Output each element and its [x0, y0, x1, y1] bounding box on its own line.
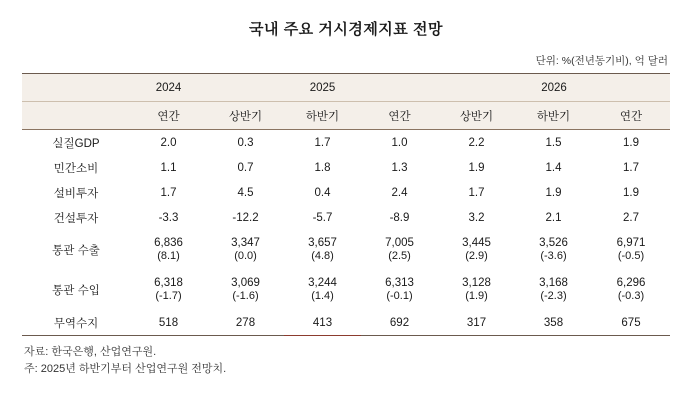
cell-customs-imports-2026-h2 — [515, 270, 592, 310]
table-row — [22, 205, 670, 230]
period-header-2025-h1: 상반기 — [207, 102, 284, 130]
cell-customs-imports-2025-annual — [361, 270, 438, 310]
cell-value: 3,526 — [539, 236, 568, 249]
cell-construction-investment-2024-annual: -3.3 — [158, 211, 179, 224]
table-row — [22, 130, 670, 156]
cell-private-consumption-2025-h1: 0.7 — [237, 161, 254, 174]
cell-customs-exports-2026-h1 — [438, 230, 515, 270]
row-label-private-consumption: 민간소비 — [22, 155, 130, 180]
cell-trade-balance-2025-annual: 692 — [361, 310, 438, 336]
cell-facility-investment-2025-h2: 0.4 — [314, 186, 331, 199]
cell-subvalue: (-0.1) — [386, 290, 413, 303]
cell-real-gdp-2025-annual: 1.0 — [391, 136, 408, 149]
cell-customs-imports-2025-h1 — [207, 270, 284, 310]
cell-private-consumption-2026-h2: 1.4 — [545, 161, 562, 174]
cell-subvalue: (2.9) — [465, 250, 488, 263]
cell-subvalue: (0.0) — [234, 250, 257, 263]
row-label-construction-investment: 건설투자 — [22, 205, 130, 230]
cell-subvalue: (-3.6) — [540, 250, 567, 263]
cell-private-consumption-2024-annual: 1.1 — [160, 161, 177, 174]
cell-value: 6,313 — [385, 276, 414, 289]
cell-facility-investment-2024-annual: 1.7 — [160, 186, 177, 199]
cell-real-gdp-2025-h1: 0.3 — [237, 136, 254, 149]
cell-value: 6,296 — [616, 276, 646, 289]
row-label-customs-exports: 통관 수출 — [22, 230, 130, 270]
row-label-facility-investment: 설비투자 — [22, 180, 130, 205]
table-row — [22, 270, 670, 310]
cell-facility-investment-2025-h1: 4.5 — [237, 186, 254, 199]
cell-construction-investment-2026-h2: 2.1 — [545, 211, 562, 224]
table-body — [22, 130, 670, 336]
cell-real-gdp-2024-annual: 2.0 — [160, 136, 177, 149]
cell-customs-exports-2026-h2 — [515, 230, 592, 270]
cell-customs-exports-2026-annual — [592, 230, 670, 270]
cell-construction-investment-2026-annual: 2.7 — [623, 211, 639, 224]
cell-value: 3,657 — [308, 236, 337, 249]
cell-value: 3,347 — [231, 236, 260, 249]
unit-note: 단위: %(전년동기비), 억 달러 — [535, 55, 668, 67]
cell-subvalue: (-0.3) — [617, 290, 645, 303]
header-row-years — [22, 74, 670, 102]
cell-customs-exports-2025-annual — [361, 230, 438, 270]
cell-value: 3,168 — [539, 276, 568, 289]
cell-subvalue: (4.8) — [311, 250, 334, 263]
cell-construction-investment-2025-annual: -8.9 — [389, 211, 410, 224]
cell-value: 6,836 — [154, 236, 183, 249]
cell-private-consumption-2025-annual: 1.3 — [391, 161, 408, 174]
cell-trade-balance-2024-annual: 518 — [130, 310, 207, 336]
row-label-customs-imports: 통관 수입 — [22, 270, 130, 310]
cell-real-gdp-2026-h2: 1.5 — [545, 136, 562, 149]
cell-private-consumption-2025-h2: 1.8 — [314, 161, 331, 174]
period-header-2025-annual: 연간 — [361, 102, 438, 130]
cell-trade-balance-2026-annual: 675 — [592, 310, 670, 336]
cell-value: 3,445 — [462, 236, 491, 249]
cell-subvalue: (-2.3) — [540, 290, 567, 303]
period-header-2025-h2: 하반기 — [284, 102, 361, 130]
cell-real-gdp-2026-h1: 2.2 — [468, 136, 485, 149]
cell-customs-exports-2025-h2 — [284, 230, 361, 270]
cell-trade-balance-2025-h2: 413 — [284, 310, 361, 336]
year-group-2024: 2024 — [130, 74, 207, 102]
cell-subvalue: (2.5) — [388, 250, 411, 263]
table-row — [22, 230, 670, 270]
header-corner-cell — [22, 74, 130, 102]
cell-customs-imports-2026-annual — [592, 270, 670, 310]
row-label-trade-balance: 무역수지 — [22, 310, 130, 336]
cell-subvalue: (-0.5) — [617, 250, 645, 263]
cell-trade-balance-2025-h1: 278 — [207, 310, 284, 336]
cell-value: 6,971 — [616, 236, 646, 249]
cell-subvalue: (1.9) — [465, 290, 488, 303]
header-row-periods — [22, 102, 670, 130]
cell-customs-exports-2025-h1 — [207, 230, 284, 270]
cell-subvalue: (8.1) — [157, 250, 180, 263]
period-header-2024-annual: 연간 — [130, 102, 207, 130]
row-label-real-gdp: 실질GDP — [22, 130, 130, 156]
cell-construction-investment-2025-h2: -5.7 — [312, 211, 333, 224]
header-corner-cell-2 — [22, 102, 130, 130]
year-group-2025: 2025 — [207, 74, 438, 102]
cell-trade-balance-2026-h1: 317 — [438, 310, 515, 336]
cell-facility-investment-2025-annual: 2.4 — [391, 186, 408, 199]
cell-subvalue: (-1.6) — [232, 290, 259, 303]
cell-value: 3,244 — [308, 276, 337, 289]
year-group-2026: 2026 — [438, 74, 670, 102]
period-header-2026-h1: 상반기 — [438, 102, 515, 130]
cell-facility-investment-2026-h1: 1.7 — [468, 186, 485, 199]
footnote-note: 주: 2025년 하반기부터 산업연구원 전망치. — [24, 363, 227, 376]
cell-real-gdp-2026-annual: 1.9 — [623, 136, 639, 149]
cell-value: 6,318 — [154, 276, 183, 289]
cell-value: 7,005 — [385, 236, 414, 249]
cell-trade-balance-2026-h2: 358 — [515, 310, 592, 336]
period-header-2026-h2: 하반기 — [515, 102, 592, 130]
cell-customs-imports-2026-h1 — [438, 270, 515, 310]
cell-customs-imports-2024-annual — [130, 270, 207, 310]
cell-customs-exports-2024-annual — [130, 230, 207, 270]
cell-private-consumption-2026-h1: 1.9 — [468, 161, 485, 174]
cell-subvalue: (1.4) — [311, 290, 334, 303]
page-title: 국내 주요 거시경제지표 전망 — [249, 21, 443, 38]
cell-value: 3,128 — [462, 276, 491, 289]
cell-construction-investment-2025-h1: -12.2 — [232, 211, 259, 224]
table-row — [22, 155, 670, 180]
footnotes — [22, 336, 670, 378]
table-row — [22, 310, 670, 336]
table-row — [22, 180, 670, 205]
cell-construction-investment-2026-h1: 3.2 — [468, 211, 485, 224]
cell-value: 3,069 — [231, 276, 260, 289]
cell-facility-investment-2026-h2: 1.9 — [545, 186, 562, 199]
footnote-source: 자료: 한국은행, 산업연구원. — [24, 346, 157, 358]
cell-private-consumption-2026-annual: 1.7 — [623, 161, 639, 174]
cell-real-gdp-2025-h2: 1.7 — [314, 136, 331, 149]
table-header — [22, 74, 670, 130]
macro-indicator-table — [22, 73, 670, 336]
cell-facility-investment-2026-annual: 1.9 — [623, 186, 639, 199]
cell-subvalue: (-1.7) — [155, 290, 182, 303]
period-header-2026-annual: 연간 — [592, 102, 670, 130]
cell-customs-imports-2025-h2 — [284, 270, 361, 310]
